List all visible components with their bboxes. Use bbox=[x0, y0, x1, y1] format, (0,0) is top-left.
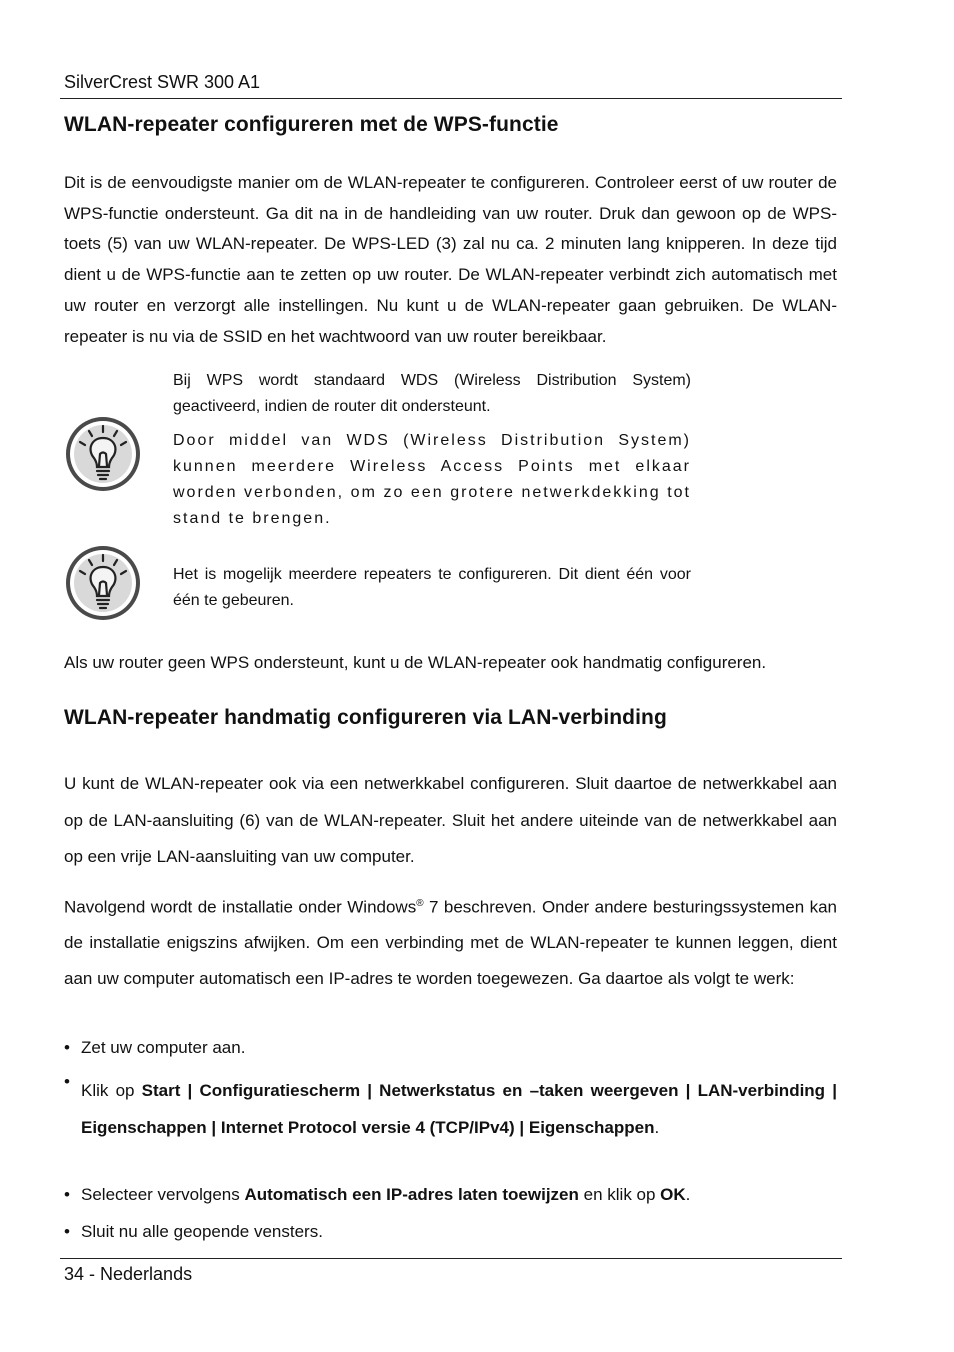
page-number: 34 - Nederlands bbox=[64, 1264, 193, 1284]
no-wps-paragraph: Als uw router geen WPS ondersteunt, kunt u de WLAN-repeater ook handmatig configureren. bbox=[64, 653, 767, 672]
settings-path: Start | Configuratiescherm | Netwerkstatus en –taken weergeven | LAN-verbinding | Eigenschappen | Internet Protocol versie 4 (TCP/IPv4) | Eigenschappen bbox=[81, 1081, 837, 1137]
section-heading-lan: WLAN-repeater handmatig configureren via LAN-verbinding bbox=[64, 706, 667, 729]
wps-paragraph: Dit is de eenvoudigste manier om de WLAN-repeater te configureren. Controleer eerst of uw router de WPS-functie ondersteunt. Ga dit na in de handleiding van uw router. Druk dan gewoon op de WPS-toets (5) van uw WLAN-repeater. De WPS-LED (3) zal nu ca. 2 minuten lang knipperen. In deze tijd dient u de WPS-functie aan te zetten op uw router. De WLAN-repeater verbindt zich automatisch met uw router en verzorgt alle instellingen. Nu kunt u de WLAN-repeater gaan gebruiken. De WLAN-repeater is nu via de SSID en het wachtwoord van uw router bereikbaar. bbox=[64, 173, 837, 346]
lightbulb-tip-icon bbox=[63, 543, 143, 623]
lightbulb-tip-icon bbox=[63, 414, 143, 494]
wds-note: Bij WPS wordt standaard WDS (Wireless Distribution System) geactiveerd, indien de router dit ondersteunt. bbox=[173, 372, 691, 415]
footer-rule bbox=[60, 1258, 842, 1259]
bullet-icon: • bbox=[64, 1038, 70, 1057]
bullet-icon: • bbox=[64, 1185, 70, 1204]
lan-paragraph: U kunt de WLAN-repeater ook via een netwerkkabel configureren. Sluit daartoe de netwerkkabel aan op de LAN-aansluiting (6) van de WLAN-repeater. Sluit het andere uiteinde van de netwerkkabel aan op een vrije LAN-aansluiting van uw computer. bbox=[64, 774, 837, 866]
windows-paragraph: Navolgend wordt de installatie onder Windows® 7 beschreven. Onder andere besturingssystemen kan de installatie enigszins afwijken. Om een verbinding met de WLAN-repeater te kunnen leggen, dient aan uw computer automatisch een IP-adres te worden toegewezen. Ga daartoe als volgt te werk: bbox=[64, 897, 837, 988]
section-heading-wps: WLAN-repeater configureren met de WPS-functie bbox=[64, 113, 559, 136]
header-rule bbox=[60, 98, 842, 99]
bullet-icon: • bbox=[64, 1222, 70, 1241]
wds-explanation-note: Door middel van WDS (Wireless Distribution System) kunnen meerdere Wireless Access Points met elkaar worden verbonden, om zo een grotere netwerkdekking tot stand te brengen. bbox=[173, 432, 691, 527]
bullet-icon: • bbox=[64, 1072, 70, 1091]
multiple-repeaters-note: Het is mogelijk meerdere repeaters te configureren. Dit dient één voor één te gebeuren. bbox=[173, 566, 691, 609]
page-header: SilverCrest SWR 300 A1 bbox=[64, 72, 261, 92]
